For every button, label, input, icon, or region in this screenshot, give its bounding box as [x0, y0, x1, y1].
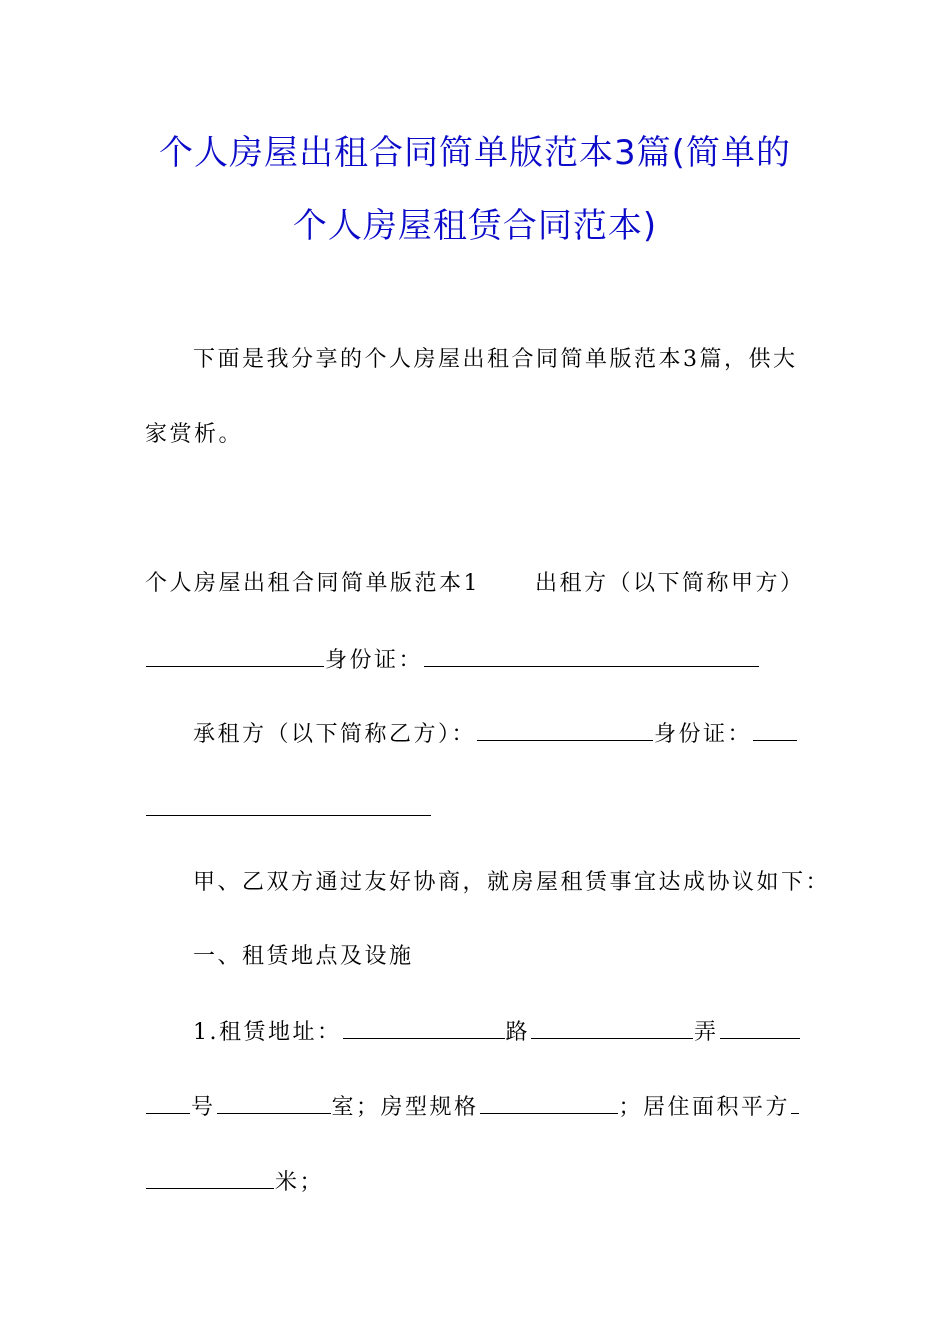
lessee-id-blank-continued[interactable] [146, 793, 431, 816]
document-title-line-2: 个人房屋租赁合同范本) [292, 206, 658, 246]
lane-blank[interactable] [531, 1016, 693, 1039]
lessee-label: 承租方（以下简称乙方）： [193, 722, 477, 747]
intro-paragraph-line-1: 下面是我分享的个人房屋出租合同简单版范本3篇，供大 [193, 347, 798, 372]
lessee-id-label: 身份证： [654, 722, 753, 747]
number-label: 号 [191, 1095, 216, 1120]
lessee-line [193, 718, 798, 750]
room-line [145, 1091, 800, 1123]
lane-label: 弄 [694, 1020, 719, 1045]
number-blank-continued[interactable] [146, 1091, 190, 1114]
lessee-id-blank[interactable] [753, 718, 797, 741]
area-line [145, 1166, 324, 1198]
clause-1-heading: 一、租赁地点及设施 [193, 944, 414, 969]
document-title-line-1: 个人房屋出租合同简单版范本3篇(简单的 [159, 133, 791, 173]
lessor-name-blank[interactable] [146, 644, 324, 667]
address-line [193, 1016, 801, 1048]
room-label: 室；房型规格 [331, 1095, 479, 1120]
lessor-id-blank[interactable] [424, 644, 759, 667]
lessee-id-continuation [145, 793, 432, 825]
area-blank[interactable] [146, 1166, 274, 1189]
agreement-paragraph: 甲、乙双方通过友好协商，就房屋租赁事宜达成协议如下： [193, 870, 831, 895]
room-type-blank[interactable] [480, 1091, 618, 1114]
lessee-name-blank[interactable] [477, 718, 653, 741]
number-blank-start[interactable] [720, 1016, 800, 1039]
room-blank[interactable] [217, 1091, 331, 1114]
lessor-id-label: 身份证： [325, 648, 424, 673]
road-label: 路 [505, 1020, 531, 1045]
road-blank[interactable] [343, 1016, 505, 1039]
meter-label: 米； [275, 1170, 325, 1195]
address-label: 1.租赁地址： [193, 1020, 342, 1045]
section-1-heading: 个人房屋出租合同简单版范本1 [145, 571, 480, 596]
area-blank-start[interactable] [791, 1091, 799, 1114]
intro-paragraph-line-2: 家赏析。 [145, 422, 244, 447]
lessor-id-line [145, 644, 760, 676]
area-label: ；居住面积平方 [618, 1095, 791, 1120]
lessor-label: 出租方（以下简称甲方） [535, 571, 805, 596]
